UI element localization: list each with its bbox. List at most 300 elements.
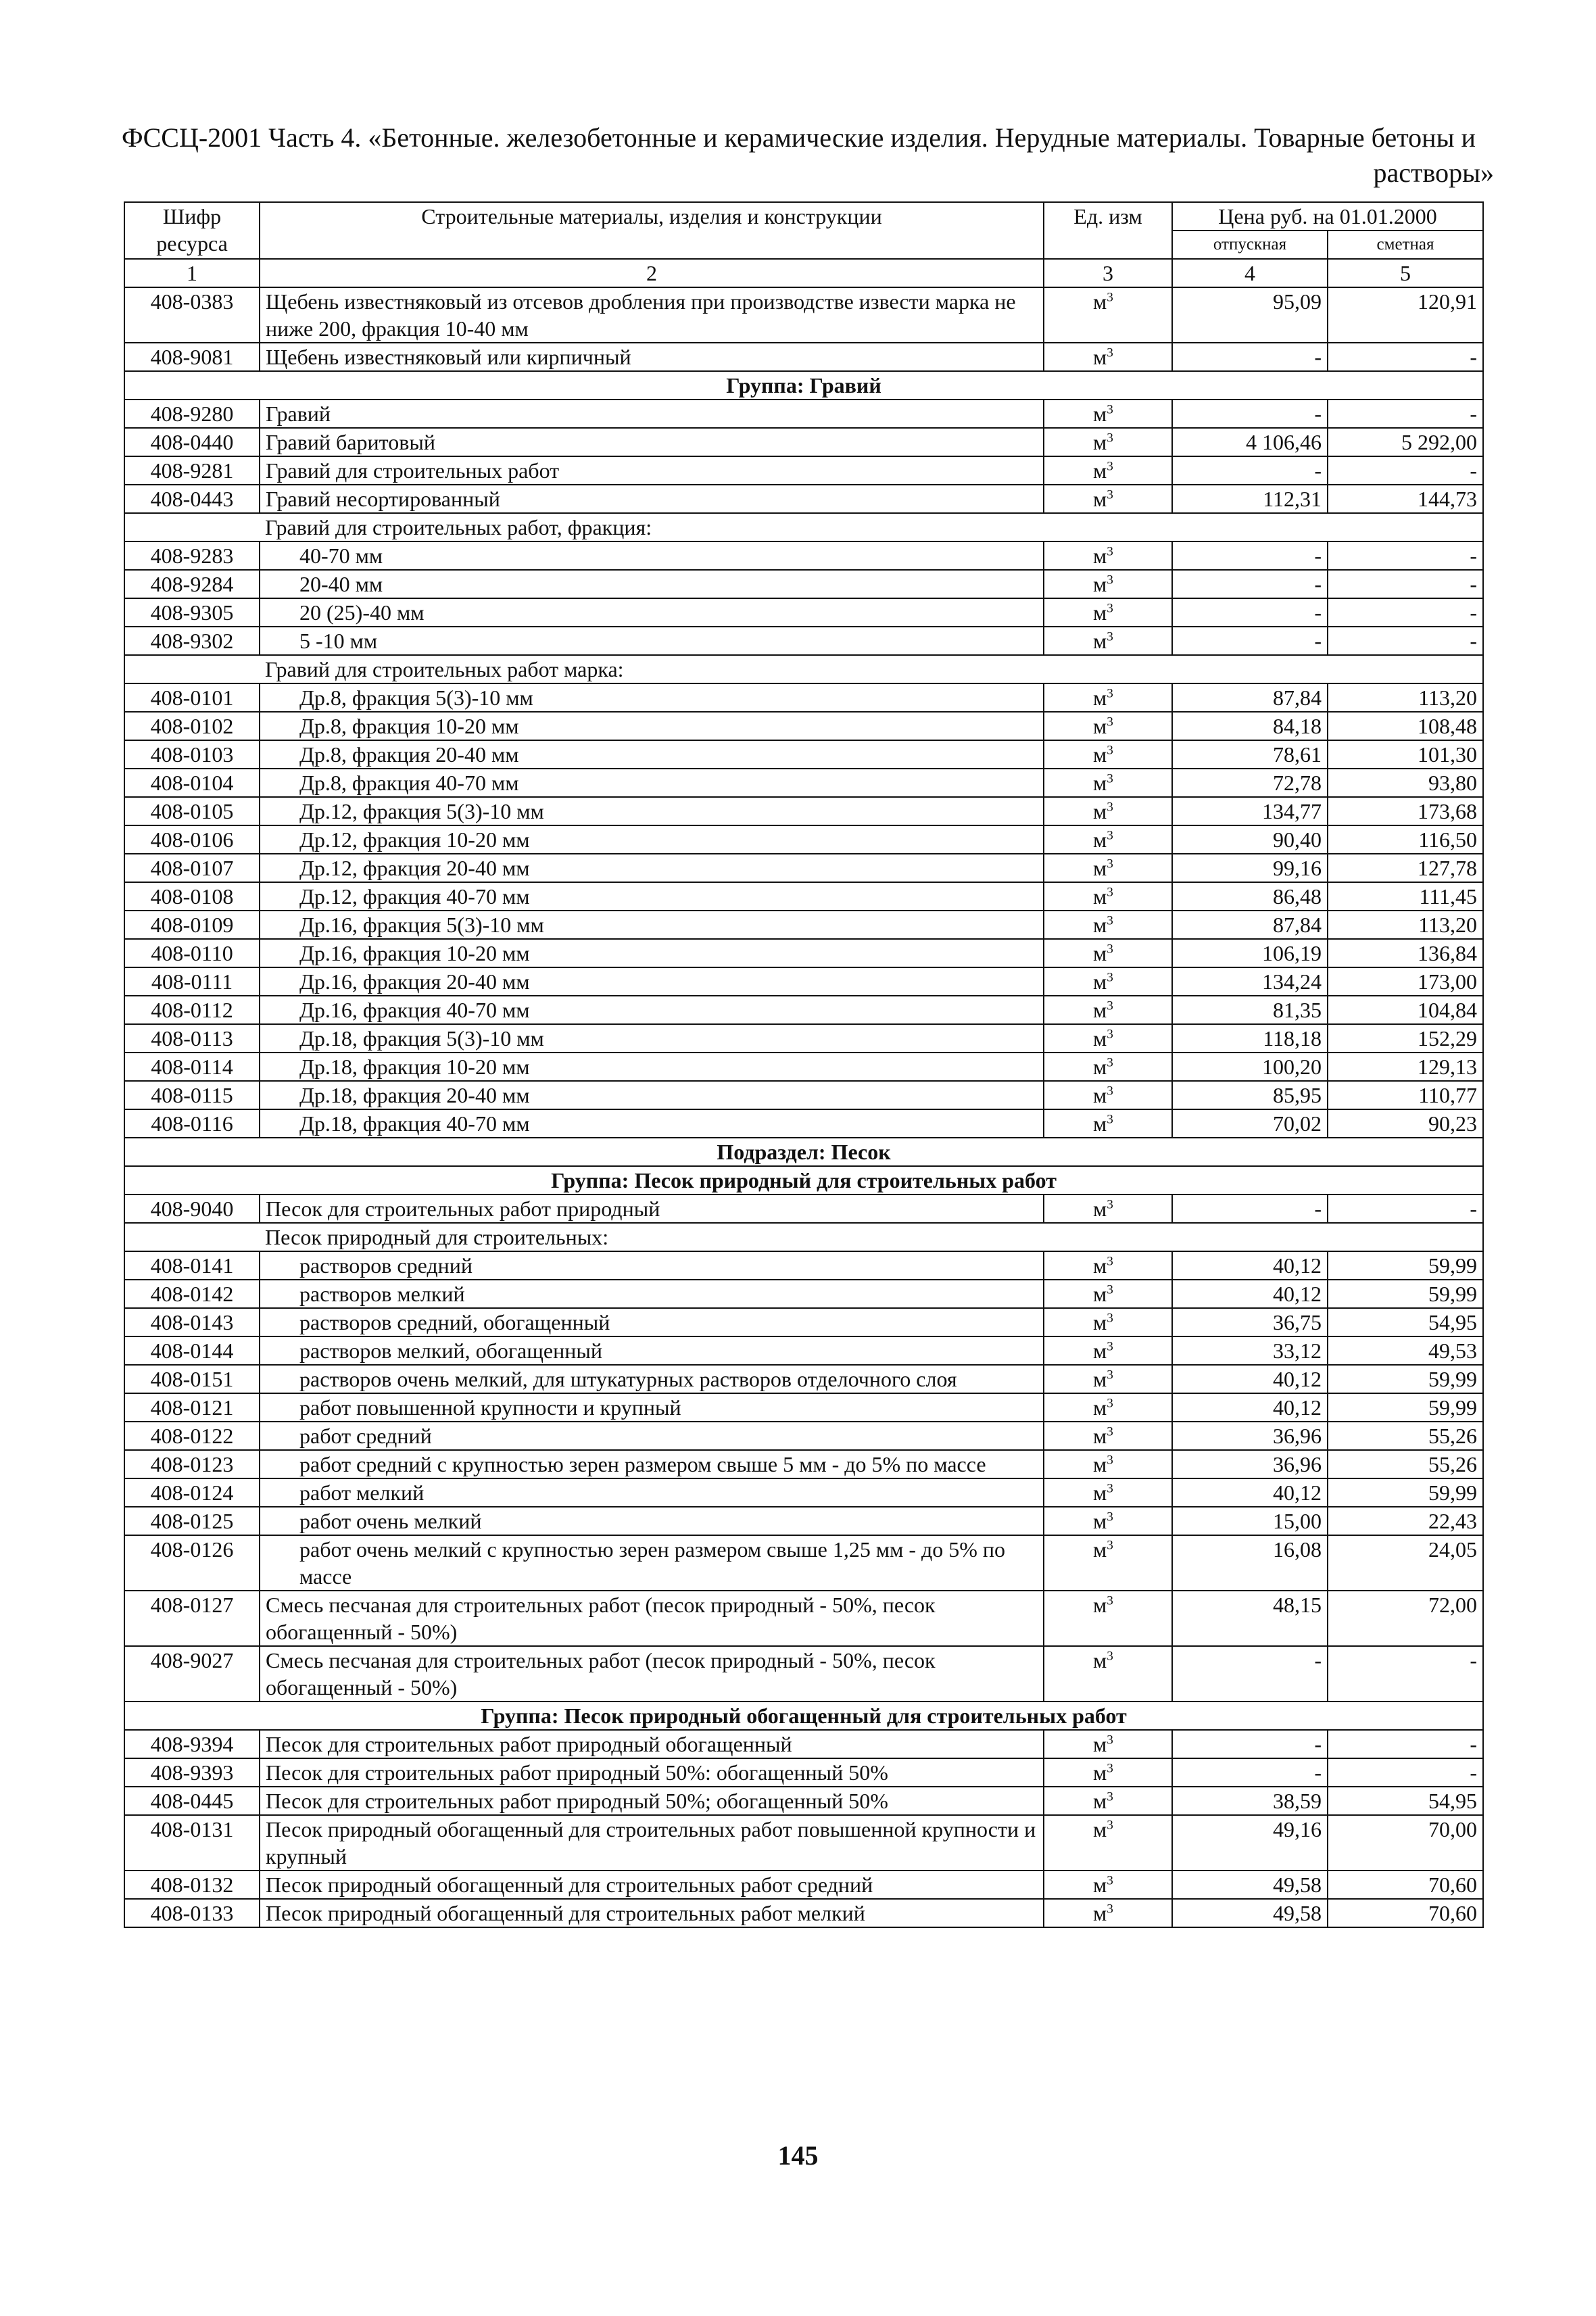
estimate-price: 49,53 <box>1328 1336 1483 1365</box>
unit-exponent: 3 <box>1107 629 1113 644</box>
table-row <box>124 769 1483 797</box>
unit-label: м <box>1093 1424 1107 1448</box>
unit-label: м <box>1093 998 1107 1022</box>
release-price: 118,18 <box>1172 1024 1328 1053</box>
table-row <box>124 1646 1483 1702</box>
material-name: работ повышенной крупности и крупный <box>260 1393 1044 1422</box>
table-row <box>124 996 1483 1024</box>
resource-code: 408-9283 <box>124 541 260 570</box>
unit-cell <box>1044 1478 1172 1507</box>
table-row <box>124 1251 1483 1280</box>
unit-exponent: 3 <box>1107 1197 1113 1212</box>
unit-exponent: 3 <box>1107 1055 1113 1070</box>
unit-label: м <box>1093 1395 1107 1420</box>
unit-exponent: 3 <box>1107 1818 1113 1833</box>
unit-cell <box>1044 1450 1172 1478</box>
empty-cell <box>124 655 260 683</box>
unit-label: м <box>1093 430 1107 454</box>
category-note-row <box>124 655 1483 683</box>
estimate-price: 129,13 <box>1328 1053 1483 1081</box>
resource-code: 408-0103 <box>124 740 260 769</box>
estimate-price: - <box>1328 1646 1483 1702</box>
unit-label: м <box>1093 1026 1107 1051</box>
table-row <box>124 1507 1483 1535</box>
estimate-price: 24,05 <box>1328 1535 1483 1591</box>
unit-cell <box>1044 1195 1172 1223</box>
unit-label: м <box>1093 544 1107 568</box>
estimate-price: 59,99 <box>1328 1280 1483 1308</box>
resource-code: 408-0104 <box>124 769 260 797</box>
release-price: - <box>1172 1758 1328 1787</box>
unit-cell <box>1044 428 1172 456</box>
release-price: - <box>1172 627 1328 655</box>
resource-code: 408-0123 <box>124 1450 260 1478</box>
col-header-unit: Ед. изм <box>1044 202 1172 259</box>
release-price: 87,84 <box>1172 683 1328 712</box>
unit-label: м <box>1093 345 1107 369</box>
estimate-price: - <box>1328 1195 1483 1223</box>
unit-cell <box>1044 570 1172 598</box>
unit-label: м <box>1093 1760 1107 1785</box>
category-note-row <box>124 513 1483 541</box>
table-row <box>124 1024 1483 1053</box>
unit-exponent: 3 <box>1107 1902 1113 1916</box>
estimate-price: 113,20 <box>1328 683 1483 712</box>
unit-cell <box>1044 1758 1172 1787</box>
release-price: 72,78 <box>1172 769 1328 797</box>
table-row <box>124 712 1483 740</box>
resource-code: 408-0121 <box>124 1393 260 1422</box>
resource-code: 408-9305 <box>124 598 260 627</box>
table-row <box>124 1535 1483 1591</box>
table-row <box>124 343 1483 371</box>
table-row <box>124 1787 1483 1815</box>
unit-exponent: 3 <box>1107 1396 1113 1411</box>
estimate-price: 93,80 <box>1328 769 1483 797</box>
page-number: 145 <box>777 2140 819 2171</box>
estimate-price: - <box>1328 400 1483 428</box>
table-row <box>124 1899 1483 1927</box>
resource-code: 408-0127 <box>124 1591 260 1646</box>
unit-exponent: 3 <box>1107 998 1113 1013</box>
unit-label: м <box>1093 1873 1107 1897</box>
release-price: - <box>1172 343 1328 371</box>
unit-exponent: 3 <box>1107 1311 1113 1326</box>
unit-label: м <box>1093 1310 1107 1334</box>
material-name: Гравий несортированный <box>260 485 1044 513</box>
unit-exponent: 3 <box>1107 544 1113 559</box>
category-note: Гравий для строительных работ, фракция: <box>260 513 1483 541</box>
release-price: 4 106,46 <box>1172 428 1328 456</box>
resource-code: 408-0445 <box>124 1787 260 1815</box>
material-name: Др.12, фракция 20-40 мм <box>260 854 1044 882</box>
unit-exponent: 3 <box>1107 715 1113 729</box>
table-row <box>124 1365 1483 1393</box>
unit-cell <box>1044 1787 1172 1815</box>
resource-code: 408-0132 <box>124 1871 260 1899</box>
unit-cell <box>1044 1507 1172 1535</box>
unit-label: м <box>1093 913 1107 937</box>
table-row <box>124 1081 1483 1109</box>
table-row <box>124 967 1483 996</box>
material-name: Др.18, фракция 20-40 мм <box>260 1081 1044 1109</box>
unit-label: м <box>1093 1732 1107 1756</box>
material-name: Песок для строительных работ природный 50%: обогащенный 50% <box>260 1758 1044 1787</box>
empty-cell <box>124 513 260 541</box>
col-header-estimate: сметная <box>1328 231 1483 259</box>
release-price: 33,12 <box>1172 1336 1328 1365</box>
release-price: 134,77 <box>1172 797 1328 825</box>
unit-label: м <box>1093 1509 1107 1533</box>
release-price: 95,09 <box>1172 287 1328 343</box>
release-price: 85,95 <box>1172 1081 1328 1109</box>
material-name: растворов средний, обогащенный <box>260 1308 1044 1336</box>
estimate-price: - <box>1328 1758 1483 1787</box>
release-price: 78,61 <box>1172 740 1328 769</box>
unit-exponent: 3 <box>1107 1538 1113 1553</box>
estimate-price: - <box>1328 598 1483 627</box>
material-name: Др.8, фракция 10-20 мм <box>260 712 1044 740</box>
resource-code: 408-0133 <box>124 1899 260 1927</box>
material-name: 20-40 мм <box>260 570 1044 598</box>
table-row <box>124 1393 1483 1422</box>
release-price: - <box>1172 456 1328 485</box>
estimate-price: 116,50 <box>1328 825 1483 854</box>
unit-label: м <box>1093 827 1107 852</box>
unit-cell <box>1044 1280 1172 1308</box>
resource-code: 408-0107 <box>124 854 260 882</box>
release-price: 49,58 <box>1172 1899 1328 1927</box>
material-name: Песок для строительных работ природный <box>260 1195 1044 1223</box>
group-title: Группа: Песок природный обогащенный для строительных работ <box>124 1702 1483 1730</box>
estimate-price: 113,20 <box>1328 911 1483 939</box>
estimate-price: 22,43 <box>1328 1507 1483 1535</box>
estimate-price: 55,26 <box>1328 1450 1483 1478</box>
unit-label: м <box>1093 799 1107 823</box>
estimate-price: 110,77 <box>1328 1081 1483 1109</box>
estimate-price: 136,84 <box>1328 939 1483 967</box>
unit-cell <box>1044 911 1172 939</box>
unit-exponent: 3 <box>1107 828 1113 843</box>
unit-exponent: 3 <box>1107 743 1113 758</box>
category-note: Гравий для строительных работ марка: <box>260 655 1483 683</box>
table-row <box>124 854 1483 882</box>
unit-exponent: 3 <box>1107 1282 1113 1297</box>
unit-cell <box>1044 456 1172 485</box>
material-name: Др.18, фракция 10-20 мм <box>260 1053 1044 1081</box>
unit-cell <box>1044 541 1172 570</box>
unit-cell <box>1044 939 1172 967</box>
unit-exponent: 3 <box>1107 431 1113 445</box>
col-header-price: Цена руб. на 01.01.2000 <box>1172 202 1483 231</box>
table-row <box>124 1591 1483 1646</box>
estimate-price: 70,60 <box>1328 1871 1483 1899</box>
table-row <box>124 1422 1483 1450</box>
unit-label: м <box>1093 1083 1107 1107</box>
material-name: растворов мелкий <box>260 1280 1044 1308</box>
material-name: Гравий <box>260 400 1044 428</box>
estimate-price: 90,23 <box>1328 1109 1483 1138</box>
estimate-price: 104,84 <box>1328 996 1483 1024</box>
release-price: 70,02 <box>1172 1109 1328 1138</box>
table-row <box>124 740 1483 769</box>
material-name: Др.16, фракция 10-20 мм <box>260 939 1044 967</box>
material-name: Др.12, фракция 5(3)-10 мм <box>260 797 1044 825</box>
material-name: растворов мелкий, обогащенный <box>260 1336 1044 1365</box>
material-name: Щебень известняковый или кирпичный <box>260 343 1044 371</box>
material-name: 5 -10 мм <box>260 627 1044 655</box>
table-header-row <box>124 202 1483 231</box>
unit-exponent: 3 <box>1107 1339 1113 1354</box>
release-price: 16,08 <box>1172 1535 1328 1591</box>
unit-label: м <box>1093 714 1107 738</box>
estimate-price: 111,45 <box>1328 882 1483 911</box>
resource-code: 408-0141 <box>124 1251 260 1280</box>
table-row <box>124 287 1483 343</box>
material-name: Др.12, фракция 10-20 мм <box>260 825 1044 854</box>
material-name: 40-70 мм <box>260 541 1044 570</box>
table-row <box>124 400 1483 428</box>
table-row <box>124 1450 1483 1478</box>
unit-cell <box>1044 1308 1172 1336</box>
unit-cell <box>1044 825 1172 854</box>
release-price: 134,24 <box>1172 967 1328 996</box>
unit-exponent: 3 <box>1107 913 1113 928</box>
resource-code: 408-0109 <box>124 911 260 939</box>
unit-cell <box>1044 627 1172 655</box>
estimate-price: - <box>1328 456 1483 485</box>
release-price: 48,15 <box>1172 1591 1328 1646</box>
table-row <box>124 570 1483 598</box>
unit-label: м <box>1093 685 1107 710</box>
group-heading-row <box>124 1702 1483 1730</box>
unit-exponent: 3 <box>1107 1873 1113 1888</box>
unit-exponent: 3 <box>1107 857 1113 871</box>
release-price: 81,35 <box>1172 996 1328 1024</box>
release-price: 38,59 <box>1172 1787 1328 1815</box>
estimate-price: 101,30 <box>1328 740 1483 769</box>
table-row <box>124 1195 1483 1223</box>
release-price: 40,12 <box>1172 1280 1328 1308</box>
unit-exponent: 3 <box>1107 1027 1113 1042</box>
unit-exponent: 3 <box>1107 290 1113 305</box>
resource-code: 408-9040 <box>124 1195 260 1223</box>
unit-cell <box>1044 996 1172 1024</box>
unit-cell <box>1044 1109 1172 1138</box>
resource-code: 408-0443 <box>124 485 260 513</box>
material-name: Песок для строительных работ природный обогащенный <box>260 1730 1044 1758</box>
unit-cell <box>1044 712 1172 740</box>
resource-code: 408-0440 <box>124 428 260 456</box>
material-name: работ очень мелкий с крупностью зерен размером свыше 1,25 мм - до 5% по массе <box>260 1535 1044 1591</box>
unit-label: м <box>1093 1452 1107 1476</box>
unit-exponent: 3 <box>1107 1510 1113 1524</box>
unit-cell <box>1044 1336 1172 1365</box>
release-price: - <box>1172 541 1328 570</box>
unit-exponent: 3 <box>1107 1424 1113 1439</box>
unit-exponent: 3 <box>1107 1789 1113 1804</box>
table-row <box>124 598 1483 627</box>
resource-code: 408-9284 <box>124 570 260 598</box>
col-header-name: Строительные материалы, изделия и конструкции <box>260 202 1044 259</box>
resource-code: 408-0112 <box>124 996 260 1024</box>
release-price: 112,31 <box>1172 485 1328 513</box>
resource-code: 408-0106 <box>124 825 260 854</box>
unit-label: м <box>1093 1648 1107 1672</box>
table-row <box>124 1280 1483 1308</box>
group-heading-row <box>124 371 1483 400</box>
material-name: работ средний <box>260 1422 1044 1450</box>
resource-code: 408-0102 <box>124 712 260 740</box>
resource-code: 408-0111 <box>124 967 260 996</box>
table-row <box>124 1109 1483 1138</box>
release-price: 40,12 <box>1172 1251 1328 1280</box>
material-name: Песок природный обогащенный для строительных работ средний <box>260 1871 1044 1899</box>
unit-cell <box>1044 967 1172 996</box>
unit-exponent: 3 <box>1107 1649 1113 1664</box>
release-price: - <box>1172 1195 1328 1223</box>
unit-cell <box>1044 343 1172 371</box>
unit-exponent: 3 <box>1107 686 1113 701</box>
unit-exponent: 3 <box>1107 459 1113 474</box>
subsection-heading-row <box>124 1138 1483 1166</box>
material-name: Др.8, фракция 5(3)-10 мм <box>260 683 1044 712</box>
unit-exponent: 3 <box>1107 1733 1113 1747</box>
material-name: Др.8, фракция 20-40 мм <box>260 740 1044 769</box>
table-row <box>124 882 1483 911</box>
unit-cell <box>1044 1365 1172 1393</box>
material-name: Щебень известняковый из отсевов дробления при производстве извести марка не ниже 200, фракция 10-40 мм <box>260 287 1044 343</box>
table-row <box>124 485 1483 513</box>
unit-label: м <box>1093 969 1107 994</box>
unit-label: м <box>1093 1282 1107 1306</box>
unit-cell <box>1044 1081 1172 1109</box>
estimate-price: 54,95 <box>1328 1308 1483 1336</box>
estimate-price: 144,73 <box>1328 485 1483 513</box>
unit-label: м <box>1093 1253 1107 1278</box>
unit-label: м <box>1093 1901 1107 1925</box>
unit-cell <box>1044 287 1172 343</box>
resource-code: 408-9394 <box>124 1730 260 1758</box>
empty-cell <box>124 1223 260 1251</box>
unit-exponent: 3 <box>1107 601 1113 616</box>
release-price: 84,18 <box>1172 712 1328 740</box>
estimate-price: 70,00 <box>1328 1815 1483 1871</box>
release-price: 40,12 <box>1172 1393 1328 1422</box>
subsection-title: Подраздел: Песок <box>124 1138 1483 1166</box>
resource-code: 408-0115 <box>124 1081 260 1109</box>
resource-code: 408-0125 <box>124 1507 260 1535</box>
group-title: Группа: Песок природный для строительных работ <box>124 1166 1483 1195</box>
unit-exponent: 3 <box>1107 1084 1113 1099</box>
unit-exponent: 3 <box>1107 487 1113 502</box>
table-row <box>124 1871 1483 1899</box>
table-row <box>124 627 1483 655</box>
release-price: 36,96 <box>1172 1422 1328 1450</box>
column-number: 2 <box>260 259 1044 287</box>
release-price: 106,19 <box>1172 939 1328 967</box>
estimate-price: 59,99 <box>1328 1251 1483 1280</box>
unit-exponent: 3 <box>1107 885 1113 900</box>
table-body <box>124 287 1483 1927</box>
column-number: 5 <box>1328 259 1483 287</box>
unit-cell <box>1044 1535 1172 1591</box>
unit-label: м <box>1093 1338 1107 1363</box>
unit-label: м <box>1093 1817 1107 1841</box>
table-row <box>124 939 1483 967</box>
table-row <box>124 541 1483 570</box>
unit-exponent: 3 <box>1107 402 1113 417</box>
material-name: 20 (25)-40 мм <box>260 598 1044 627</box>
material-name: Песок природный обогащенный для строительных работ мелкий <box>260 1899 1044 1927</box>
release-price: - <box>1172 570 1328 598</box>
unit-exponent: 3 <box>1107 970 1113 985</box>
unit-label: м <box>1093 1480 1107 1505</box>
estimate-price: - <box>1328 1730 1483 1758</box>
unit-label: м <box>1093 771 1107 795</box>
unit-cell <box>1044 1053 1172 1081</box>
estimate-price: - <box>1328 343 1483 371</box>
table-row <box>124 428 1483 456</box>
column-number: 3 <box>1044 259 1172 287</box>
resource-code: 408-0105 <box>124 797 260 825</box>
unit-label: м <box>1093 629 1107 653</box>
material-name: Др.18, фракция 5(3)-10 мм <box>260 1024 1044 1053</box>
release-price: - <box>1172 400 1328 428</box>
resource-code: 408-0110 <box>124 939 260 967</box>
unit-label: м <box>1093 1055 1107 1079</box>
unit-cell <box>1044 400 1172 428</box>
page-header <box>122 120 1494 191</box>
estimate-price: 72,00 <box>1328 1591 1483 1646</box>
release-price: - <box>1172 1730 1328 1758</box>
table-row <box>124 1815 1483 1871</box>
resource-code: 408-0116 <box>124 1109 260 1138</box>
estimate-price: - <box>1328 570 1483 598</box>
material-name: работ средний с крупностью зерен размером свыше 5 мм - до 5% по массе <box>260 1450 1044 1478</box>
resource-code: 408-0131 <box>124 1815 260 1871</box>
table-row <box>124 797 1483 825</box>
unit-cell <box>1044 882 1172 911</box>
resource-code: 408-9081 <box>124 343 260 371</box>
estimate-price: 70,60 <box>1328 1899 1483 1927</box>
unit-cell <box>1044 1024 1172 1053</box>
resource-code: 408-0113 <box>124 1024 260 1053</box>
estimate-price: 173,00 <box>1328 967 1483 996</box>
unit-exponent: 3 <box>1107 1453 1113 1468</box>
release-price: 36,96 <box>1172 1450 1328 1478</box>
table-row <box>124 1053 1483 1081</box>
resource-code: 408-0101 <box>124 683 260 712</box>
estimate-price: 173,68 <box>1328 797 1483 825</box>
unit-cell <box>1044 797 1172 825</box>
resource-code: 408-0124 <box>124 1478 260 1507</box>
material-name: Др.8, фракция 40-70 мм <box>260 769 1044 797</box>
unit-cell <box>1044 769 1172 797</box>
material-name: Песок природный обогащенный для строительных работ повышенной крупности и крупный <box>260 1815 1044 1871</box>
unit-label: м <box>1093 1367 1107 1391</box>
resource-code: 408-0142 <box>124 1280 260 1308</box>
unit-exponent: 3 <box>1107 1593 1113 1608</box>
unit-cell <box>1044 1899 1172 1927</box>
resource-code: 408-0122 <box>124 1422 260 1450</box>
release-price: 87,84 <box>1172 911 1328 939</box>
estimate-price: 59,99 <box>1328 1365 1483 1393</box>
material-name: Гравий для строительных работ <box>260 456 1044 485</box>
unit-exponent: 3 <box>1107 1368 1113 1382</box>
column-number: 1 <box>124 259 260 287</box>
unit-label: м <box>1093 941 1107 965</box>
